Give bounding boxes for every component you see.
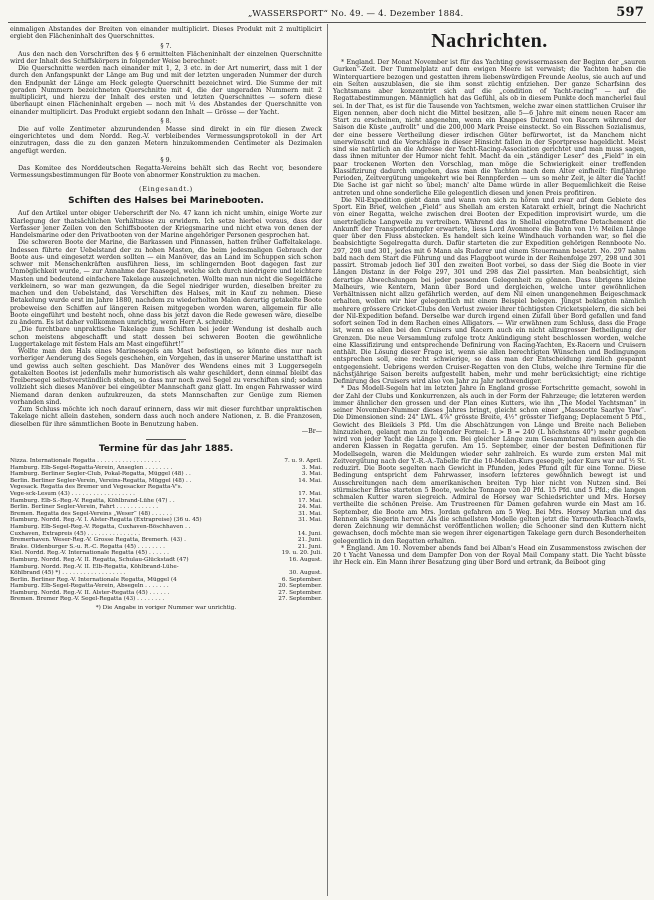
paragraph: Aus den nach den Vorschriften des § 6 ermittelten Flächeninhalt der einzelnen Querschnitte wird der Inhalt des Schiffskörpers in folgender Weise berechnet: xyxy=(10,50,322,65)
regatta-list xyxy=(10,458,322,603)
regatta-event: Hamburg. Nordd. Reg.-V. II. Elb-Regatta, Köhlbrand-Lühe- xyxy=(10,563,179,570)
paragraph: Das Komitee des Norddeutschen Regatta-Vereins behält sich das Recht vor, besondere Vermessungsbestimmungen für Boote von abnormer Konstruktion zu machen. xyxy=(10,164,322,179)
regatta-event: Hamburg. Berliner Segler-Club, Pokal-Regatta, Müggel (48) . . xyxy=(10,471,191,478)
regatta-event: Hamburg. Nordd. Reg.-V. II. Alster-Regatta (45) . . . . . . xyxy=(10,589,170,596)
regatta-event: Kiel. Nordd. Reg.-V. Internationale Regatta (45) . . . . . . xyxy=(10,550,169,557)
left-column xyxy=(10,26,322,896)
regatta-event: Hamburg. Elb-Segel-Regatta-Verein, Anseglen . . . . . . . . xyxy=(10,464,173,471)
regatta-row xyxy=(10,478,322,485)
regatta-row xyxy=(10,504,322,511)
regatta-event: Bremen. Regatta des Segel-Vereins „Weser“ (48) . . . . . . xyxy=(10,510,172,517)
regatta-event: Hamburg. Nordd. Reg.-V. II. Regatta, Schulau-Glückstadt (47) xyxy=(10,556,189,563)
termine-heading: Termine für das Jahr 1885. xyxy=(98,444,234,454)
paragraph: Zum Schluss möchte ich noch darauf erinnern, dass wir mit dieser furchtbar unpraktischen Takelage nicht allein dastehen, sondern dass auch noch andere Nationen, z. B. die Franzosen, dieselben für ihre sämmtlichen Boote in Benutzung haben. xyxy=(10,406,322,428)
regatta-date: 17. Mai. xyxy=(298,490,322,497)
regatta-date xyxy=(318,484,322,491)
regatta-date: 14. Juni. xyxy=(297,530,322,537)
regatta-event: Cuxhaven, Extrapreis (45) . . . . . . . . . . . . . . . xyxy=(10,530,141,537)
paragraph: einmaligen Abstandes der Breiten von einander multiplicirt. Dieses Produkt mit 2 multiplicirt ergiebt den Flächeninhalt des Querschnittes. xyxy=(10,26,322,41)
regatta-row xyxy=(10,564,322,571)
right-column xyxy=(333,26,646,896)
regatta-event: Hamburg. Elb-S.-Reg.-V. Regatta, Köhlbrand-Lühe (47) . . xyxy=(10,497,175,504)
regatta-date: 6. September. xyxy=(281,576,322,583)
regatta-date: 14. Mai. xyxy=(298,477,322,484)
regatta-event: Bremen. Bremer Reg.-V. Segel-Regatta (43) . . . . . . . . xyxy=(10,596,165,603)
paragraph: Die auf volle Zentimeter abzurundenden Masse sind direkt in ein für diesen Zweck eingerichtetes und dem Nordd. Reg.-V. verbleibendes Vermessungsprotokoll in der Art einzutragen, dass die zu den ganzen Metern hinzukommenden Centimeter als Dezimalen angefügt werden. xyxy=(10,125,322,155)
paragraph: * Das Modell-Segeln hat im letzten Jahre in England grosse Fortschritte gemacht, sowohl in der Zahl der Clubs und Konkurrenzen, als auch in der Form der Fahrzeuge; die letzteren werden immer ähnlicher den grossen und der Plan eines Kutters, wie ihn „The Model Yachtsman“ in seiner November-Nummer dieses Jahres bringt, gleicht schon einer „Masscotte Saarlye Yaw“. Die Dimensionen sind: 24" LWL. 4⅞" grösste Breite, 4½" grösster Tiefgang; Deplacement 5 Pfd., Gewicht des Bleikiels 3 Pfd. Um die Abschätzungen von Länge und Breite nach Belieben hinzuziehen, gelangt man zu folgender Formel: L > B = 240 (L höchstens 40") mehr gegeben wird von jeder Yacht die Länge 1 cm. Bei gleicher Länge zum Gesammtareal müssen auch die anderen Klassen in Regatta gerufen. Am 15. September, einer der besten Definitionen für Modellsegeln, waren die Meldungen wieder sehr zahlreich. Es wurde zum ersten Mal mit Zeitvergütung nach der Y.-R.-A.-Tabelle für die 10-Meilen-Kurs gesegelt; jeder Kurs war auf ½ St. reduzirt. Die Boote segelten nach Gewicht in Pfunden, jedes Pfund gilt für eine Tonne. Diese Bedingung entspricht dem Fahrwasser, insofern letzteres gewöhnlich bewegt ist und Ausschreitungen nach dem amerikanischen breiten Typ hier nicht von Nutzen sind. Bei stürmischer Brise starteten 5 Boote, welche Tonnage von 20 Pfd. 15 Pfd. und 5 Pfd.; die langen schmalen Kutter waren siegreich. Admiral de Horsey war Schiedsrichter und Mrs. Horsey vertheilte die schönen Preise. Am Trustreenen für Damen gefahren wurde ein Mast am 16. September, die Boote am Mrs. Jordan gefahren am 5 Weg. Bei Mrs. Horsey Marian und das Rennen als Siegerin hervor. Als die schnellsten Modelle gelten jetzt die Yarmouth-Beach-Yawls, deren Zeichnung wir demnächst veröffentlichen wollen; die Schooner sind den Kuttern nicht gewachsen, doch möchte man sie wegen ihrer eigenartigen Takelage gern durch Besonderheiten gelegentlich in den Regatten erhalten. xyxy=(333,385,646,545)
regatta-event: Vegesack. Regatta des Bremer und Vegesacker Regatta-V's. xyxy=(10,484,183,491)
regatta-date: 30. August. xyxy=(289,570,322,577)
regatta-event: Köhlbrand (45) *) . . . . . . . . . . . . . . . . . . xyxy=(10,570,126,577)
regatta-row xyxy=(10,583,322,590)
regatta-event: Hamburg. Elb-Segel-Reg.-V. Regatta, Cuxhaven-Böschhaven . . xyxy=(10,523,191,530)
regatta-row xyxy=(10,511,322,518)
regatta-date: 31. Mai. xyxy=(298,510,322,517)
paragraph: Die schweren Boote der Marine, die Barkassen und Pinnassen, hatten früher Gaffeltakelage. Indessen führte der Uebelstand der zu hohen Masten, die beim jedesmaligen Gebrauch der Boote aus- und eingesetzt werden sollten — ein Manöver, das an Land im Schuppen sich schon schwer mit Menschenkräften ausführen liess, im schlingernden Boot dagegen fast zur Unmöglichkeit wurde, — zur Annahme der Raasegel, welche sich durch niedrigere und leichtere Masten und bedeutend einfachere Takelage auszeichneten. Wollte man nun nicht die Segelfläche verkleinern, so war man gezwungen, da die Segel niedriger wurden, dieselben breiter zu machen und den Uebelstand, das Verschiften des Halses, mit in Kauf zu nehmen. Diese Betakelung wurde erst im Jahre 1880, nachdem zu wiederholten Malen derartig getakelte Boote probeweise den Schiffen auf längeren Reisen mitgegeben worden waren, allgemein für alle Boote eingeführt und besteht noch, ohne dass bis jetzt davon die Rede gewesen wäre, dieselbe zu ändern. Es ist daher vollkommen unrichtig, wenn Herr A. schreibt: xyxy=(10,239,322,326)
regatta-row xyxy=(10,544,322,551)
regatta-row xyxy=(10,570,322,577)
regatta-event: Bremerhaven. Weser-Reg.-V. Grosse Regatta, Bremerh. (43) . xyxy=(10,537,186,544)
regatta-date: 21. Juni. xyxy=(297,543,322,550)
regatta-date: 24. Mai. xyxy=(298,504,322,511)
regatta-event: Vege-sck-Lesum (43) . . . . . . . . . . . . . . . . . . xyxy=(10,490,135,497)
regatta-row xyxy=(10,537,322,544)
regatta-row xyxy=(10,498,322,505)
regatta-date: 7. u. 9. April. xyxy=(284,458,322,464)
regatta-row xyxy=(10,550,322,557)
regatta-date xyxy=(318,564,322,571)
header-rule xyxy=(8,22,646,23)
section-number: § 8. xyxy=(160,116,172,125)
regatta-date: 3. Mai. xyxy=(301,471,322,478)
regatta-event: Nizza. Internationale Regatta . . . . . . . . . . . . . . . . . . xyxy=(10,458,161,464)
regatta-row xyxy=(10,517,322,524)
regatta-date: 27. September. xyxy=(278,596,322,603)
regatta-event: Berlin. Berliner Segler-Verein, Fahrt . . . . . . . . . . . . xyxy=(10,504,159,511)
footnote: *) Die Angabe in voriger Nummer war unrichtig. xyxy=(95,605,237,612)
section-heading: Nachrichten. xyxy=(431,30,548,52)
paragraph: Die Nil-Expedition giebt dann und wann von sich zu hören und zwar auf dem Gebiete des Sport. Ein Brief, welchen „Field“ aus Shellah am ersten Katarakt erhielt, bringt die Nachricht von einer Regatta, welche zwischen drei Booten der Expedition improvisirt wurde, um die unerträgliche Langweile zu vertreiben. Während das in Shellal eingetroffene Detachement die Ankunft der Transportdampfer erwartete, liess Lord Avonmore die Bahn von 1½ Meilen Länge quer über den Fluss abstecken. Es handelt sich keine Windhauch vorhanden war, so fiel die beabsichtigte Segelregatta durch. Dafür starteten die zur Expedition gehörigen Rennboote No. 297, 298 und 301, jedes mit 6 Mann als Ruderer und einem Steuermann besetzt. No. 297 nahm bald nach dem Start die Führung und das Flaggboot wurde in der Reihenfolge 297, 298 und 301 passirt. Stromab jedoch lief 301 den zweiten Boot vorbei, so dass der Sieg die Boote in vier Längen Distanz in der Folge 297, 301 und 298 das Ziel passirten. Man beabsichtigt, sich derartige Abwechslungen bei jeder passenden Gelegenheit zu gönnen. Dass übrigens kleine Malheurs, wie Kentern, Mann über Bord und dergleichen, welche unter gewöhnlichen Verhältnissen nicht allzu gefährlich werden, auf dem Nil einen unangenehmen Beigeschmack erhalten, wollen wir hier gelegentlich mit einem Beispiel belegen. Jüngst beklagten nämlich mehrere grössere Cricket-Clubs den Verlust zweier ihrer tüchtigsten Cricketspielern, die sich bei der Nil-Expedition befand. Derselbe war durch irgend einen Zufall über Bord gefallen und fand sofort seinen Tod in dem Rachen eines Alligators. — Wir erwähnen zum Schluss, dass die Frage ist, wenn es allen bei den Cruisers und Racern auch ein nicht allzugrosser Betheiligung der Grenzen. Die neue Versammlung zufolge trotz Ankündigung steht beschlossen worden, welche eine Klassifizirung und entsprechende Definirung von Racing-Yachten, Ex-Racern und Cruisern enthält. Die Lösung dieser Frage ist, wenn sie allen berechtigten Wünschen und Bedingungen entsprechen soll, eine recht schwierige, so dass man der Entscheidung ziemlich gespannt entgegensieht. Uebrigens werden Cruiser-Regatten von den Clubs, welche ihre Termine für die nächstjährige Saison bereits aufgestellt haben, mehr und mehr berücksichtigt; eine richtige Definirung des Cruisers wird also von Jahr zu Jahr nothwendiger. xyxy=(333,196,646,385)
eingesandt-label: (Eingesandt.) xyxy=(139,185,193,194)
regatta-row xyxy=(10,596,322,603)
regatta-date: 31. Mai. xyxy=(298,517,322,524)
regatta-date xyxy=(318,524,322,531)
column-divider xyxy=(327,24,328,896)
regatta-date: 17. Mai. xyxy=(298,497,322,504)
regatta-date: 19. u. 20. Juli. xyxy=(281,550,322,557)
paragraph: Auf den Artikel unter obiger Ueberschrift der No. 47 kann ich nicht umhin, einige Worte zur Klarlegung der thatsächlichen Verhältnisse zu erwidern. Ich setze hierbei voraus, dass der Verfasser jener Zeilen von den Schiffsbooten der Kriegsmarine und nicht etwa von denen der Handelsmarine oder den Privatbooten von der Marine angehöriger Personen gesprochen hat. xyxy=(10,210,322,239)
regatta-date: 20. September. xyxy=(278,583,322,590)
regatta-row xyxy=(10,484,322,491)
paragraph: Die Querschnitte werden nach einander mit 1, 2, 3 etc. in der Art numerirt, dass mit 1 der durch den Anfangspunkt der Länge am Bug und mit der letzten ungeraden Nummer der durch den Endpunkt der Länge am Heck gelegte Querschnitt bezeichnet wird. Die Summe der mit geraden Nummern bezeichneten Querschnitte mit 4, die der ungeraden Nummern mit 2 multiplicirt, und hierzu der Inhalt des ersten und letzten Querschnittes — sofern diese überhaupt einen Flächeninhalt ergeben — noch mit ¼ des Abstandes der Querschnitte von einander multiplicirt. Das Produkt ergiebt sodann den Inhalt — Grösse — der Yacht. xyxy=(10,65,322,116)
separator xyxy=(146,439,186,440)
regatta-event: Hamburg. Nordd. Reg.-V. I. Alster-Regatta (Extrapreise) (36 u. 45) xyxy=(10,517,202,524)
regatta-date: 16. August. xyxy=(289,556,322,563)
article-heading: Schiften des Halses bei Marinebooten. xyxy=(68,196,264,207)
signature: —Br— xyxy=(301,427,322,435)
regatta-row xyxy=(10,557,322,564)
quote: „Die furchtbare unpraktische Takelage zum Schiften bei jeder Wendung ist deshalb auch schon meistens abgeschafft und statt dessen bei schweren Booten die gewöhnliche Luggertakelage mit festem Hals am Mast eingeführt!“ xyxy=(10,326,322,348)
paragraph: Wollte man den Hals eines Marinesegels am Mast befestigen, so könnte dies nur nach vorheriger Aenderung des Segels geschehen, ein Vorgehen, das in unserer Marine unstatthaft ist und gewiss auch selten geschieht. Das Manöver des Wendens eines mit 3 Luggersegeln getakelten Bootes ist jedenfalls mehr humoristisch als wahr geschildert, denn einmal bleibt das Treibersegel selbstverständlich stehen, so dass nur noch zwei Segel zu verschiften sind; sodann vollzieht sich dieses Manöver bei eingeübter Mannschaft ganz glatt. Im engen Fahrwasser wird Niemand daran denken aufzukreuzen, da stets Mannschaften zur Genüge zum Riemen vorhanden sind. xyxy=(10,348,322,406)
page-header xyxy=(8,6,646,22)
regatta-row xyxy=(10,577,322,584)
regatta-row xyxy=(10,531,322,538)
regatta-row xyxy=(10,458,322,465)
regatta-row xyxy=(10,590,322,597)
page-number: 597 xyxy=(616,5,644,20)
paragraph: * England. Der Monat November ist für das Yachting gewissermassen der Beginn der „sauren Gurken“-Zeit. Der Tummelplatz auf dem ewigen Meere ist verwaist; die Yachten haben die Winterquartiere bezogen und gestatten ihrem liebenswürdigen Freunde Aeolus, sie auch auf und ein Seiten auszublasen, die sie ihm sonst züchtig entziehen. Der ganze Scharfsinn des Yachtsmans aber konzentrirt sich auf die „condition of Yacht-racing“ — auf die Regattabestimmungen. Männiglich hat das Gefühl, als ob in diesem Punkte doch mancherlei faul sei. In der That, es ist für die Tausende von Yachtsmen, welche zwar einen stattlichen Cruiser ihr Eigen nennen, aber doch nicht die Mittel besitzen, alle 5—6 Jahre mit einem neuen Racer am Start zu erscheinen, nicht angenehm, wenn ein Knappes Dutzend von Racern während der Saison die Küste „aufrollt“ und die 200,000 Mark Preise einsteckt. So ein Bisschen Sozialismus, der eine bessere Vertheilung dieser irdischen Güter befürwortet, ist da Manchem nicht unerwünscht und die Vorschläge in dieser Hinsicht fallen in der Sportpresse hageldicht. Meist sind sie natürlich an die Adresse der Yacht-Racing-Association gerichtet und man muss sagen, dass ihnen mitunter der Humor nicht fehlt. Macht da ein „ständiger Leser“ des „Field“ in ein paar trockenen Worten den Vorschlag, man möge die Schwierigkeit einer treffenden Klassifizirung dadurch umgehen, dass man die Yachten nach dem Alter einfheilt: fünfjährige Perioden, Zeitvergütung umgekehrt wie bei Rennpferden — um so mehr Zeit, je älter die Yacht! Die Sache ist gar nicht so übel; manch' alte Dame würde in aller Bequemlichkeit die Reise antreten und ohne sonderliche Eile gelegentlich diesen und jenen Preis profitiren. xyxy=(333,59,646,197)
regatta-row xyxy=(10,524,322,531)
regatta-event: Hamburg. Elb-Segel-Regatta-Verein, Absegeln . . . . . . . xyxy=(10,583,169,590)
regatta-date: 27. September. xyxy=(278,589,322,596)
regatta-row xyxy=(10,465,322,472)
paragraph: * England. Am 10. November abends fand bei Alban's Head ein Zusammenstoss zwischen der 20 t Yacht Vanessa und dem Dampfer Don von der Royal Mail Company statt. Die Yacht büsste ihr Heck ein. Ein Mann ihrer Besatzung ging über Bord und ertrank, da Beiboot ging xyxy=(333,544,646,567)
regatta-date: 21. Juni. xyxy=(297,537,322,544)
regatta-row xyxy=(10,491,322,498)
section-number: § 9. xyxy=(160,155,172,164)
regatta-event: Brake. Oldenburger S.-u. R.-C. Regatta (45) . . . . . . . . xyxy=(10,543,165,550)
section-number: § 7. xyxy=(160,41,172,50)
running-title: „WASSERSPORT“ No. 49. — 4. Dezember 1884. xyxy=(248,9,464,19)
regatta-event: Berlin. Berliner Segler-Verein, Vereins-Regatta, Müggel (48) . . xyxy=(10,477,192,484)
regatta-event: Berlin. Berliner Reg.-V. Internationale Regatta, Müggel (4 xyxy=(10,576,177,583)
regatta-date: 3. Mai. xyxy=(301,464,322,471)
regatta-row xyxy=(10,471,322,478)
